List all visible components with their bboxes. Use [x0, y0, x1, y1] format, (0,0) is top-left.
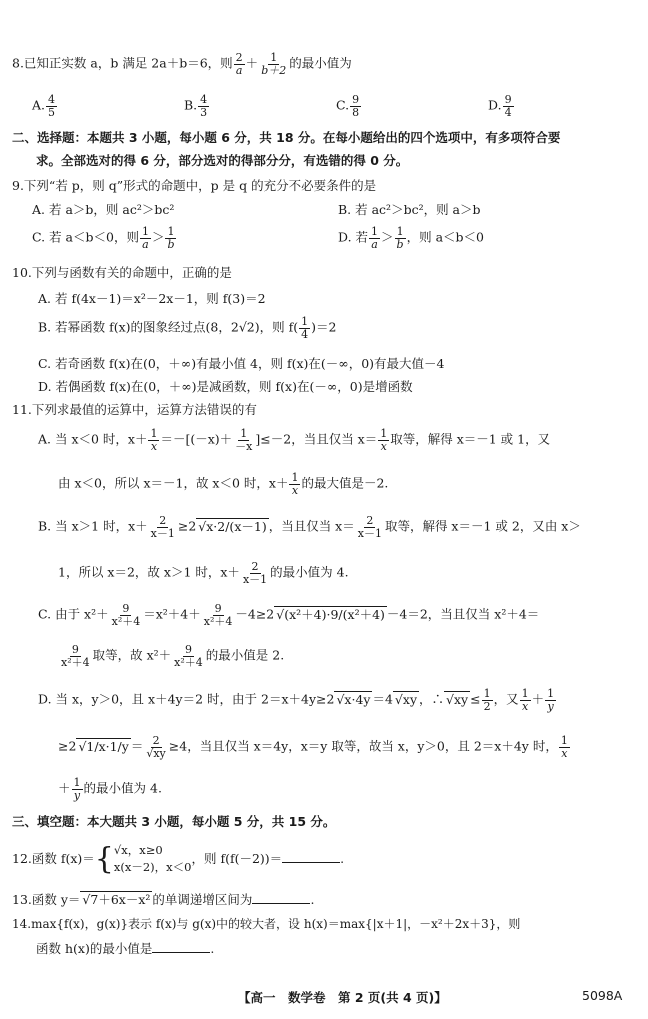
question-11-option-a-line1: A. 当 x＜0 时，x＋ $\frac{1}{x}$ ＝－[(－x)＋ $\frac{1}{-x}$ ]≤－2，当且仅当 x＝ $\frac{1}{x}$ 取等，解得 x＝－1 或 1，又 [38, 427, 551, 453]
question-11-option-d-line2: ≥2 √1/x·1/y ＝ $\frac{2}{√xy}$ ≥4，当且仅当 x＝4y，x＝y 取等，故当 x，y＞0，且 2＝x＋4y 时， $\frac{1}{x}$ [58, 734, 568, 760]
question-9-option-c: C. 若 a＜b＜0，则 $\frac{1}{a}$ ＞ $\frac{1}{b}$ [32, 225, 175, 251]
question-11-stem: 11.下列求最值的运算中，运算方法错误的有 [12, 402, 257, 417]
question-8-option-c: C. $\frac{9}{8}$ [336, 93, 360, 119]
question-8-stem: 8.已知正实数 a，b 满足 2a＋b＝6，则 $\frac{2}{a}$ ＋ $\frac{1}{b+2}$ 的最小值为 [12, 51, 352, 77]
question-11-option-d-line3: ＋ $\frac{1}{y}$ 的最小值为 4. [58, 776, 162, 802]
question-8-option-d: D. $\frac{9}{4}$ [488, 93, 512, 119]
question-8-option-b: B. $\frac{4}{3}$ [184, 93, 208, 119]
question-14-line1: 14.max{f(x)，g(x)}表示 f(x)与 g(x)中的较大者，设 h(x)＝max{|x＋1|，－x²＋2x＋3}，则 [12, 917, 521, 931]
question-11-option-b-line1: B. 当 x＞1 时，x＋ $\frac{2}{x-1}$ ≥2 √x·2/(x－1) ，当且仅当 x＝ $\frac{2}{x-1}$ 取等，解得 x＝－1 或 2，又由 x＞ [38, 514, 581, 540]
question-9-stem: 9.下列“若 p，则 q”形式的命题中，p 是 q 的充分不必要条件的是 [12, 178, 377, 193]
fraction: $\frac{2}{a}$ [235, 51, 243, 77]
answer-blank-12[interactable] [282, 850, 340, 863]
section-2-heading: 二、选择题：本题共 3 小题，每小题 6 分，共 18 分。在每小题给出的四个选项中，有多项符合要 [12, 130, 561, 145]
question-11-option-c-line1: C. 由于 x²＋ $\frac{9}{\text{x²＋4}}$ ＝x²＋4＋ $\frac{9}{\text{x²＋4}}$ －4≥2 √(x²＋4)·9/(x²＋4) －4＝2，当且仅当 x²＋4＝ [38, 602, 540, 628]
question-9-option-a: A. 若 a＞b，则 ac²＞bc² [32, 202, 175, 217]
question-10-option-b: B. 若幂函数 f(x)的图象经过点(8，2√2)，则 f( $\frac{1}{4}$ )＝2 [38, 315, 337, 341]
question-10-stem: 10.下列与函数有关的命题中，正确的是 [12, 265, 232, 280]
question-11-option-a-line2: 由 x＜0，所以 x＝－1，故 x＜0 时，x＋ $\frac{1}{x}$ 的最大值是－2. [58, 471, 389, 497]
fraction: $\frac{1}{b+2}$ [261, 51, 287, 77]
question-14-line2: 函数 h(x)的最小值是 . [36, 941, 215, 956]
section-3-heading: 三、填空题：本大题共 3 小题，每小题 5 分，共 15 分。 [12, 814, 336, 829]
answer-blank-13[interactable] [252, 891, 310, 904]
question-8-option-a: A. $\frac{4}{5}$ [32, 93, 56, 119]
question-9-option-b: B. 若 ac²＞bc²，则 a＞b [338, 202, 481, 217]
question-12: 12.函数 f(x)＝{ √x，x≥0 x(x－2)，x＜0 ，则 f(f(－2))＝ . [12, 841, 345, 877]
question-11-option-c-line2: $\frac{9}{\text{x²＋4}}$ 取等，故 x²＋ $\frac{9}{\text{x²＋4}}$ 的最小值是 2. [61, 643, 285, 669]
question-11-option-d-line1: D. 当 x，y＞0，且 x＋4y＝2 时，由于 2＝x＋4y≥2 √x·4y ＝4 √xy ，∴ √xy ≤ $\frac{1}{2}$ ，又 $\frac{1}{x}$ ＋ $\frac{1}{y}$ [38, 687, 555, 713]
question-11-option-b-line2: 1，所以 x＝2，故 x＞1 时，x＋ $\frac{2}{x-1}$ 的最小值为 4. [58, 560, 349, 586]
footer-exam-code: 5098A [582, 988, 623, 1003]
question-9-option-d: D. 若 $\frac{1}{a}$ ＞ $\frac{1}{b}$ ，则 a＜b＜0 [338, 225, 484, 251]
question-10-option-d: D. 若偶函数 f(x)在(0，＋∞)是减函数，则 f(x)在(－∞，0)是增函数 [38, 379, 413, 394]
question-13: 13.函数 y＝ √7＋6x－x² 的单调递增区间为 . [12, 892, 315, 907]
footer-page-info: 【高一 数学卷 第 2 页(共 4 页)】 [238, 990, 447, 1005]
question-10-option-a: A. 若 f(4x－1)＝x²－2x－1，则 f(3)＝2 [38, 291, 266, 306]
answer-blank-14[interactable] [152, 940, 210, 953]
section-2-instructions: 求。全部选对的得 6 分，部分选对的得部分分，有选错的得 0 分。 [36, 153, 409, 168]
question-10-option-c: C. 若奇函数 f(x)在(0，＋∞)有最小值 4，则 f(x)在(－∞，0)有最大值－4 [38, 356, 445, 371]
